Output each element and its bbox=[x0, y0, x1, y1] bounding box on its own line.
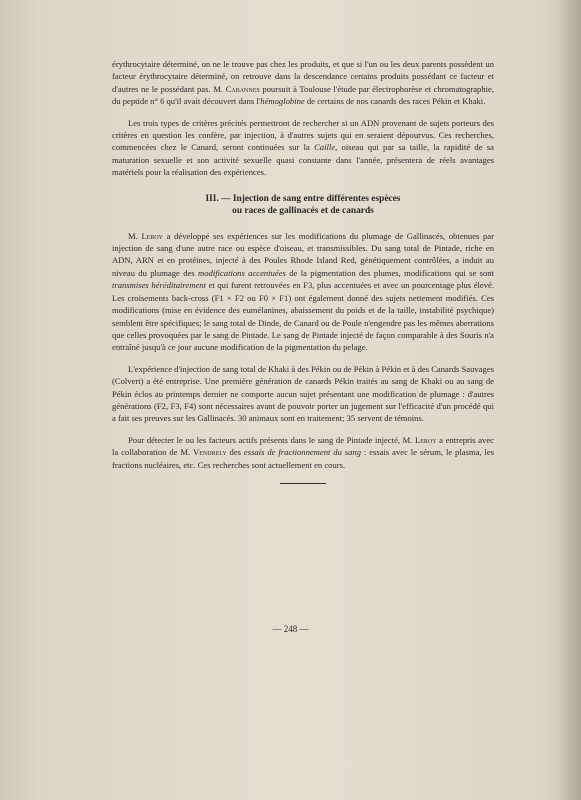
author-name: Leroy bbox=[415, 434, 437, 445]
author-name: Cabannes bbox=[225, 83, 260, 94]
page-number: — 248 — bbox=[272, 624, 309, 634]
page-edge-shadow bbox=[557, 0, 581, 800]
author-name: Leroy bbox=[141, 230, 164, 241]
paragraph-leroy-experiments: M. Leroy a développé ses expériences sur les modifications du plumage de Gallinacés, obtenues par injection de sang d'une autre race ou espèce d'oiseau, et transmissibles. Du sang total de Pintade, riche en ADN, ARN et en protéines, injecté à des Poules Rhode Island Red, génétiquement contrôlées, a induit au niveau du plumage des modifications accentuées de la pigmentation des plumes, modifications qui se sont transmises héréditairement et qui furent retrouvées en F3, plus accentuées et avec un pourcentage plus élevé. Les croisements back-cross (F1 × F2 ou F0 × F1) ont également donné des sujets nettement modifiés. Ces modifications (mise en évidence des eumélanines, abaissement du poids et de la taille, instabilité psychique) semblent être spécifiques; le sang total de Dinde, de Canard ou de Poule n'engendre pas les mêmes aberrations que celles provoquées par le sang de Pintade. Le sang de Pintade injecté de façon comparable à des Souris n'a entraîné jusqu'à ce jour aucune modification de la pigmentation du pelage. bbox=[112, 230, 494, 353]
paragraph-erythrocyte: érythrocytaire déterminé, on ne le trouve pas chez les produits, et que si l'un ou les deux parents possèdent un facteur érythrocytaire déterminé, on retrouve dans la descendance certains produits possédant ce facteur et d'autres ne le possédant pas. M. Cabannes poursuit à Toulouse l'étude par électrophorèse et chromatographie, du peptide n° 6 qu'il avait découvert dans l'hémoglobine de certains de nos canards des races Pékin et Khaki. bbox=[112, 59, 495, 107]
paragraph-fractionation: Pour détecter le ou les facteurs actifs présents dans le sang de Pintade injecté, M. Leroy a entrepris avec la collaboration de M. Vendrely des essais de fractionnement du sang : essais avec le sérum, le plasma, les fractions nucléaires, etc. Ces recherches sont actuellement en cours. bbox=[112, 434, 494, 470]
section-end-rule bbox=[280, 483, 326, 484]
page-body bbox=[112, 58, 494, 484]
heading-line-1: III. — Injection de sang entre différentes espèces bbox=[205, 193, 401, 204]
paragraph-khaki-injection: L'expérience d'injection de sang total de Khaki à des Pékin ou de Pékin à Pékin et à des Canards Sauvages (Colvert) a été entreprise. Une première génération de canards Pékin traités au sang de Khaki ou au sang de Pékin éclos au printemps dernier ne comporte aucun sujet présentant une modification de plumage : d'autres générations (F2, F3, F4) sont nécessaires avant de pouvoir porter un jugement sur l'efficacité d'un procédé qui a fait ses preuves sur les Gallinacés. 30 animaux sont en traitement; 35 servent de témoins. bbox=[112, 363, 494, 424]
heading-line-2: ou races de gallinacés et de canards bbox=[232, 206, 374, 217]
section-heading bbox=[112, 193, 494, 218]
paragraph-criteria: Les trois types de critères précités permettront de rechercher si un ADN provenant de sujets porteurs des critères en question les confère, par injection, à d'autres sujets qui en seraient dépourvus. Ces recherches, commencées chez le Canard, seront continuées sur la Caille, oiseau qui par sa taille, la rapidité de sa maturation sexuelle et son activité sexuelle quasi constante dans l'année, présentera de réels avantages matériels pour la réalisation des expériences. bbox=[112, 117, 494, 178]
author-name: Vendrely bbox=[193, 447, 227, 458]
